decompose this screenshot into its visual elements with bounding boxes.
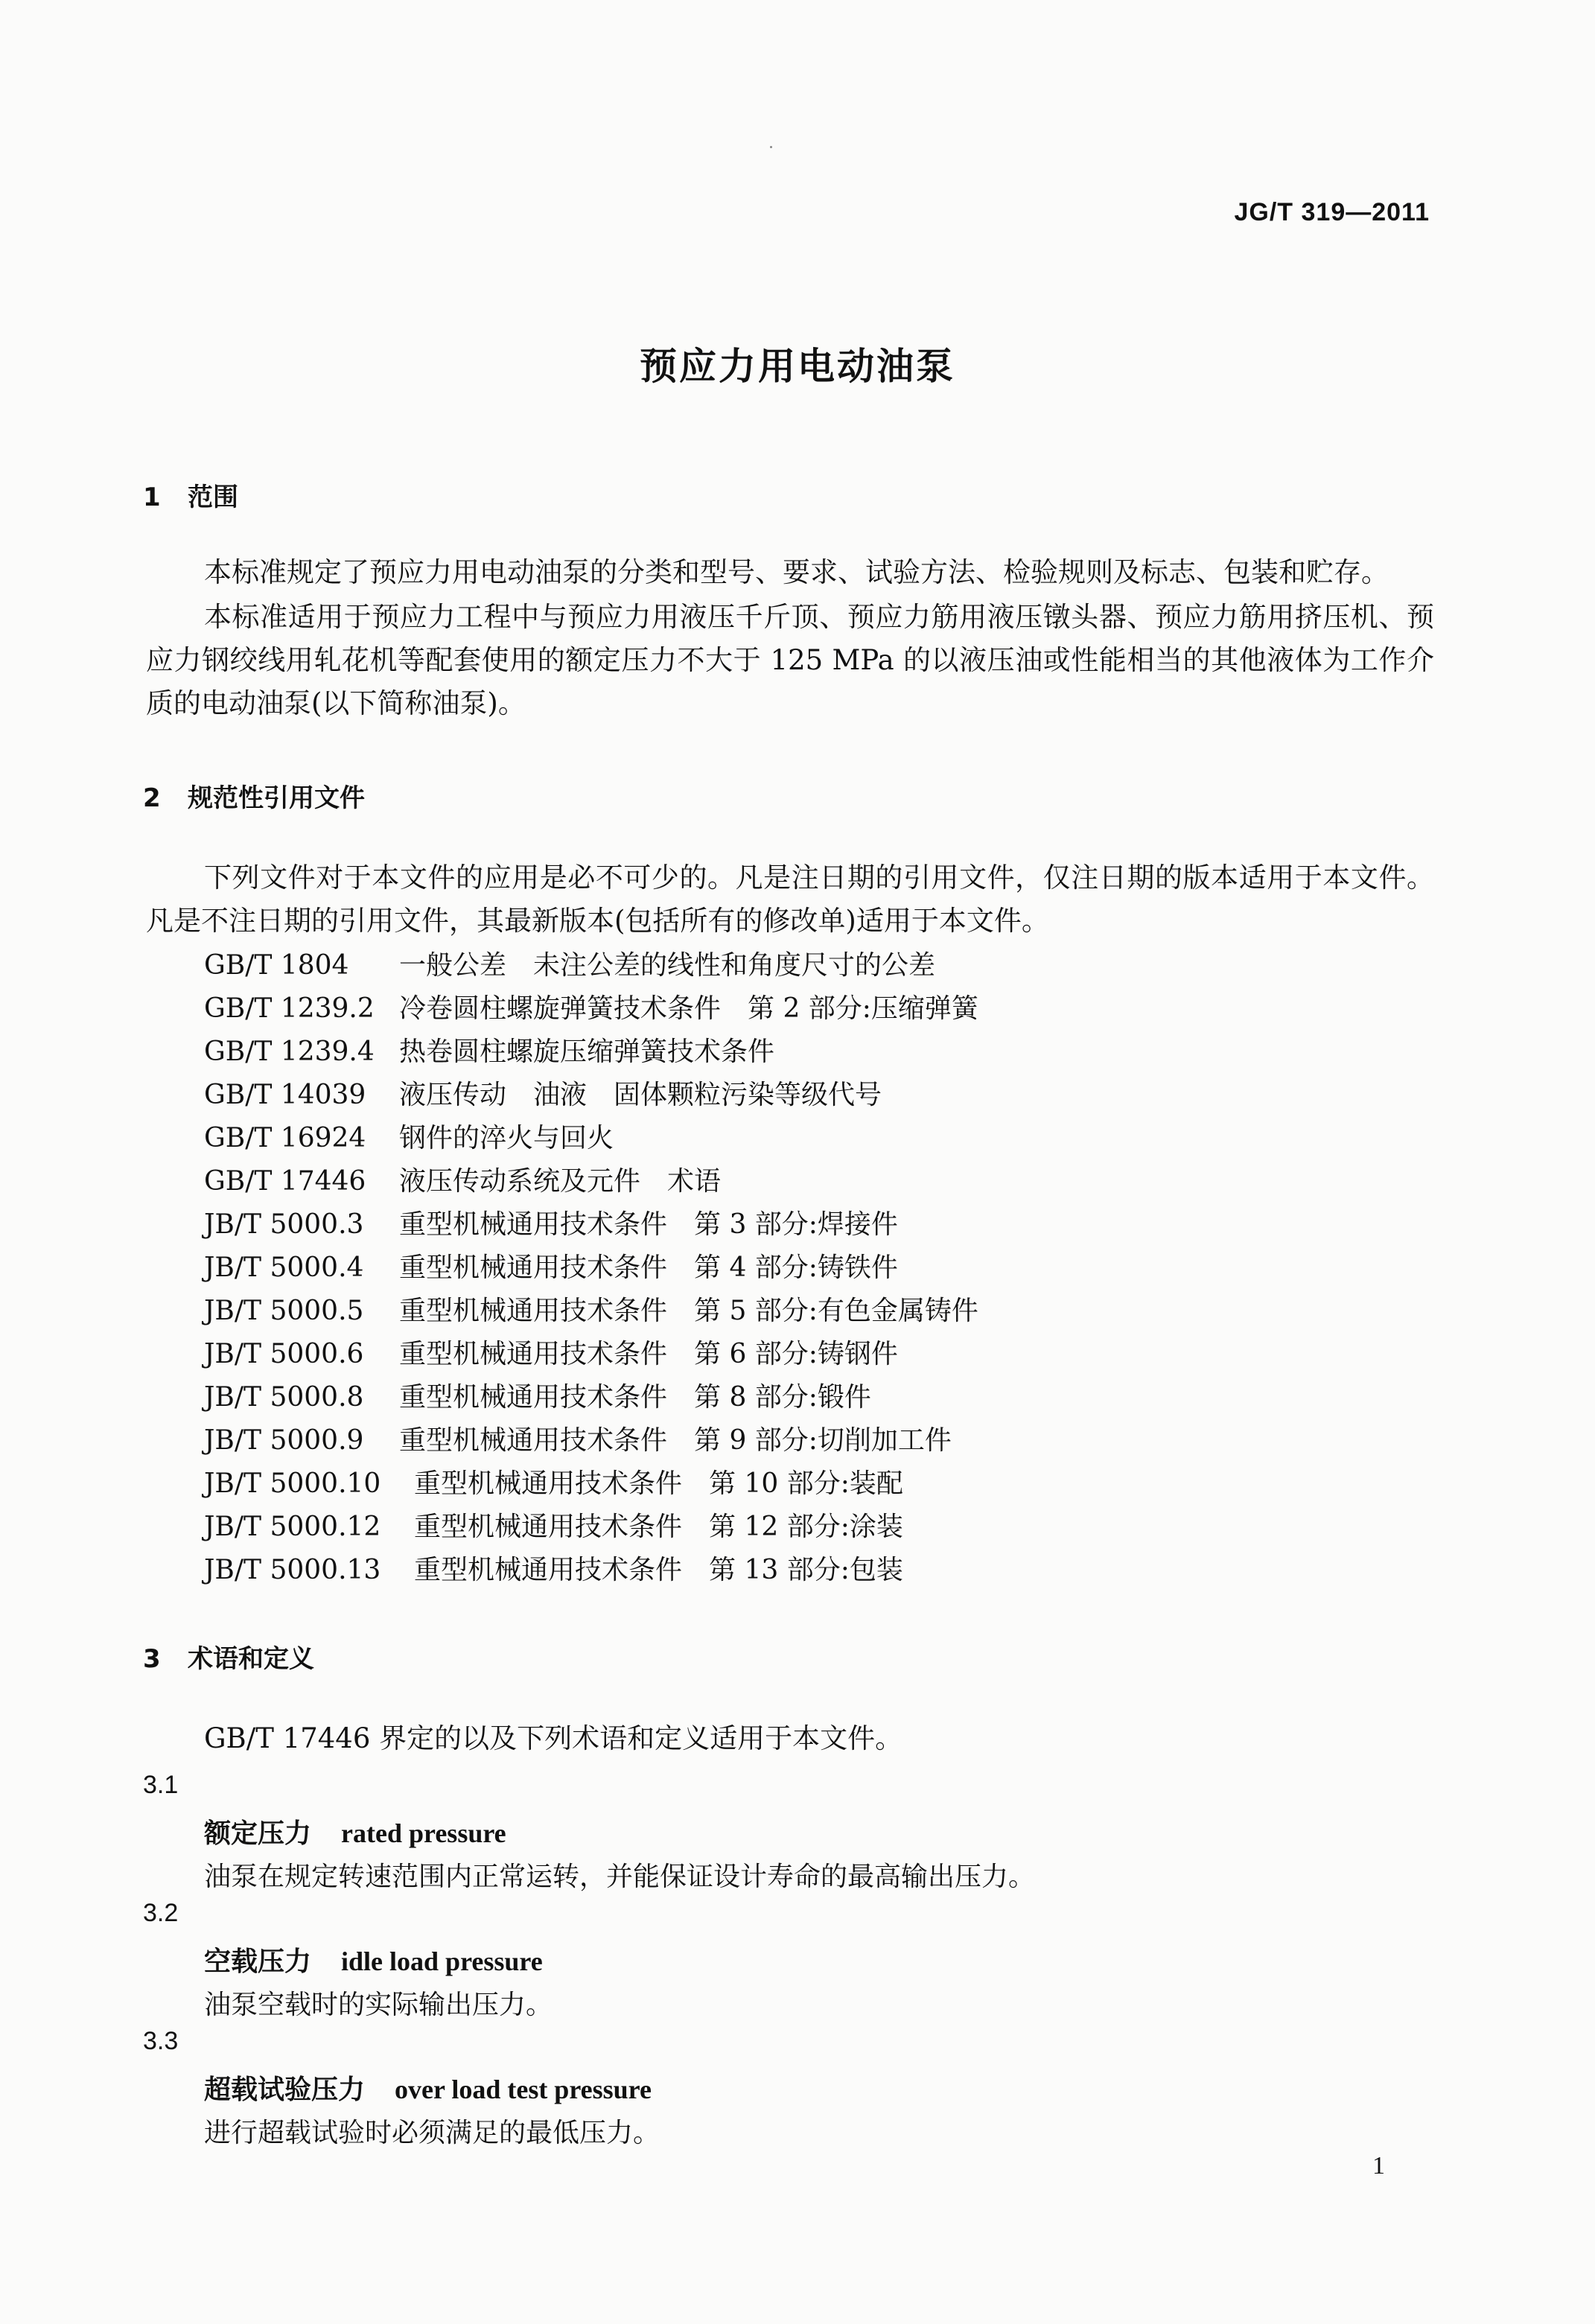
reference-title: 重型机械通用技术条件 第 3 部分:焊接件 [399,1209,898,1240]
reference-title: 钢件的淬火与回火 [399,1123,614,1153]
reference-title: 一般公差 未注公差的线性和角度尺寸的公差 [399,950,936,981]
section-2-heading [143,777,365,814]
reference-code: GB/T 1239.4 [204,1037,375,1067]
section-number: 2 [143,783,161,813]
scope-paragraph-2: 本标准适用于预应力工程中与预应力用液压千斤顶、预应力筋用液压镦头器、预应力筋用挤压机、预应力钢绞线用轧花机等配套使用的额定压力不大于 125 MPa 的以液压油或性能相当的其他液体为工作介质的电动油泵(以下简称油泵)。 [146,601,1434,719]
term-name-zh: 额定压力 [204,1818,312,1849]
term-definition: 进行超载试验时必须满足的最低压力。 [204,2118,660,2148]
reference-code: JB/T 5000.6 [204,1339,364,1369]
term-name-en: over load test pressure [395,2075,652,2104]
normative-references-paragraph: 下列文件对于本文件的应用是必不可少的。凡是注日期的引用文件，仅注日期的版本适用于本文件。凡是不注日期的引用文件，其最新版本(包括所有的修改单)适用于本文件。 [146,862,1434,937]
reference-code: JB/T 5000.4 [204,1252,364,1283]
reference-code: JB/T 5000.9 [204,1425,364,1456]
reference-title: 液压传动系统及元件 术语 [399,1166,722,1197]
reference-item [204,1419,978,1462]
reference-code: JB/T 5000.10 [204,1468,381,1499]
reference-item [204,1247,978,1290]
reference-title: 重型机械通用技术条件 第 12 部分:涂装 [414,1512,903,1542]
reference-item [204,1376,978,1419]
reference-code: JB/T 5000.13 [204,1555,381,1585]
document-title: 预应力用电动油泵 [640,345,955,388]
reference-code: JB/T 5000.3 [204,1209,364,1240]
reference-item [204,1333,978,1376]
term-name-en: idle load pressure [341,1946,543,1976]
section-title: 术语和定义 [188,1644,314,1674]
standard-code: JG/T 319—2011 [1234,198,1430,226]
section-1-heading [143,477,238,513]
term-name [204,1812,506,1850]
reference-item [204,944,978,987]
terms-intro: GB/T 17446 界定的以及下列术语和定义适用于本文件。 [204,1722,903,1754]
term-number: 3.2 [143,1899,179,1927]
reference-item [204,1290,978,1333]
section-number: 1 [143,483,161,512]
section-title: 规范性引用文件 [188,783,365,813]
term-name-zh: 超载试验压力 [204,2075,366,2105]
term-name [204,1941,543,1978]
reference-title: 重型机械通用技术条件 第 13 部分:包装 [414,1555,903,1585]
reference-item [204,1160,978,1203]
term-definition: 油泵空载时的实际输出压力。 [204,1990,553,2020]
scope-paragraph-1: 本标准规定了预应力用电动油泵的分类和型号、要求、试验方法、检验规则及标志、包装和贮存。 [204,556,1389,588]
reference-title: 液压传动 油液 固体颗粒污染等级代号 [399,1080,882,1110]
reference-item [204,1549,978,1592]
reference-item [204,1074,978,1117]
section-number: 3 [143,1644,161,1674]
reference-title: 重型机械通用技术条件 第 10 部分:装配 [414,1468,903,1499]
reference-item [204,1117,978,1160]
term-name-en: rated pressure [341,1818,506,1848]
reference-code: JB/T 5000.12 [204,1512,381,1542]
reference-code: GB/T 1239.2 [204,993,375,1024]
term-definition: 油泵在规定转速范围内正常运转，并能保证设计寿命的最高输出压力。 [204,1862,1036,1892]
reference-item [204,987,978,1031]
reference-code: GB/T 1804 [204,950,349,981]
reference-title: 重型机械通用技术条件 第 8 部分:锻件 [399,1382,871,1413]
reference-title: 重型机械通用技术条件 第 9 部分:切削加工件 [399,1425,952,1456]
reference-code: JB/T 5000.8 [204,1382,364,1413]
reference-code: GB/T 14039 [204,1080,366,1110]
reference-code: GB/T 17446 [204,1166,366,1197]
section-3-heading [143,1638,314,1675]
reference-code: GB/T 16924 [204,1123,366,1153]
reference-item [204,1203,978,1247]
reference-title: 冷卷圆柱螺旋弹簧技术条件 第 2 部分:压缩弹簧 [399,993,978,1024]
reference-title: 重型机械通用技术条件 第 5 部分:有色金属铸件 [399,1296,978,1326]
reference-item [204,1031,978,1074]
reference-code: JB/T 5000.5 [204,1296,364,1326]
reference-item [204,1462,978,1506]
section-title: 范围 [188,483,238,512]
term-name-zh: 空载压力 [204,1946,312,1977]
reference-item [204,1506,978,1549]
term-number: 3.3 [143,2027,179,2055]
reference-title: 重型机械通用技术条件 第 4 部分:铸铁件 [399,1252,898,1283]
term-name [204,2069,652,2107]
reference-title: 重型机械通用技术条件 第 6 部分:铸钢件 [399,1339,898,1369]
reference-title: 热卷圆柱螺旋压缩弹簧技术条件 [399,1037,775,1067]
term-number: 3.1 [143,1771,179,1799]
page-number: 1 [1372,2152,1385,2180]
scan-speck [770,146,772,148]
reference-list [204,944,978,1592]
